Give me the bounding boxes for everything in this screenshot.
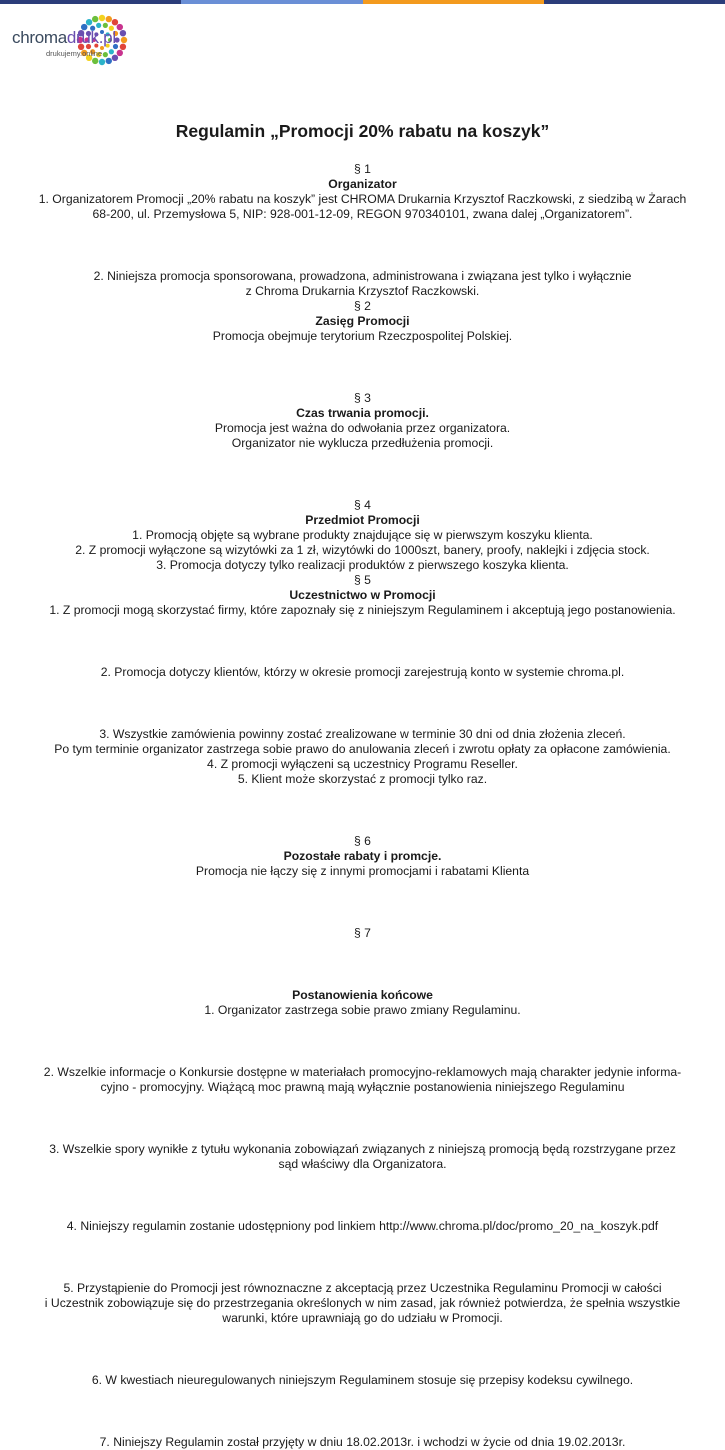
logo-dot [99,59,105,65]
text-line: § 1 [354,162,371,176]
text-line: 3. Promocja dotyczy tylko realizacji produktów z pierwszego koszyka klienta. [156,558,569,572]
text-line: 1. Z promocji mogą skorzystać firmy, które zapoznały się z niniejszym Regulaminem i akceptują jego postanowienia. [49,603,676,617]
text-line: § 2 [354,299,371,313]
text-line: Promocja obejmuje terytorium Rzeczpospolitej Polskiej. [212,329,513,343]
section-heading: Organizator [328,177,397,191]
bar-segment-light [181,0,362,4]
logo-wordmark [12,28,116,48]
text-line: 2. Wszelkie informacje o Konkursie dostępne w materiałach promocyjno-reklamowych mają charakter jedynie informa- [43,1065,682,1079]
text-line: Promocja jest ważna do odwołania przez organizatora. [214,421,511,435]
text-line: sąd właściwy dla Organizatora. [278,1157,447,1171]
text-line: i Uczestnik zobowiązuje się do przestrzegania określonych w nim zasad, jak również potwierdza, że spełnia wszystkie [44,1296,681,1310]
text-line: § 7 [354,926,371,940]
text-line: 7. Niniejszy Regulamin został przyjęty w dniu 18.02.2013r. i wchodzi w życie od dnia 19.02.2013r. [99,1435,626,1449]
text-line: 2. Niniejsza promocja sponsorowana, prowadzona, administrowana i związana jest tylko i wyłącznie [93,269,632,283]
logo-dot [103,52,108,57]
section-heading: Uczestnictwo w Promocji [289,588,436,602]
text-line: § 4 [354,498,371,512]
text-line: 5. Przystąpienie do Promocji jest równoznaczne z akceptacją przez Uczestnika Regulaminu Promocji w całości [63,1281,662,1295]
text-line: 1. Organizator zastrzega sobie prawo zmiany Regulaminu. [204,1003,521,1017]
blank-line [0,1250,725,1265]
text-line: 5. Klient może skorzystać z promocji tylko raz. [237,772,488,786]
blank-line [0,360,725,375]
text-line: Promocja nie łączy się z innymi promocjami i rabatami Klienta [195,864,530,878]
text-line: § 3 [354,391,371,405]
section-heading: Przedmiot Promocji [305,513,420,527]
text-line: 1. Promocją objęte są wybrane produkty znajdujące się w pierwszym koszyku klienta. [132,528,593,542]
document-lines [0,162,725,1450]
logo-name-part1: chroma [12,28,67,47]
text-line: 3. Wszystkie zamówienia powinny zostać zrealizowane w terminie 30 dni od dnia złożenia zleceń. [99,727,626,741]
logo-dot [92,58,98,64]
logo-dot [120,44,126,50]
text-line: 2. Promocja dotyczy klientów, którzy w okresie promocji zarejestrują konto w systemie chroma.pl. [100,665,625,679]
logo-dot [112,19,118,25]
logo-dot [112,55,118,61]
blank-line [0,1111,725,1126]
text-line: 4. Z promocji wyłączeni są uczestnicy Programu Reseller. [207,757,518,771]
logo-dot [106,16,112,22]
logo-dot [120,30,126,36]
logo-dot [109,49,114,54]
bar-segment-orange [363,0,544,4]
section-heading: Postanowienia końcowe [292,988,433,1002]
text-line: Po tym terminie organizator zastrzega sobie prawo do anulowania zleceń i zwrotu opłaty za opłacone zamówienia. [54,742,671,756]
logo-dot [99,15,105,21]
blank-line [0,957,725,972]
blank-line [0,1034,725,1049]
logo-dot [106,58,112,64]
logo-dot [86,19,92,25]
text-line: warunki, które uprawniają go do udziału w Promocji. [222,1311,503,1325]
blank-line [0,696,725,711]
logo-dot [92,16,98,22]
text-line: Organizator nie wyklucza przedłużenia promocji. [231,436,494,450]
blank-line [0,803,725,818]
blank-line [0,1342,725,1357]
text-line: 4. Niniejszy regulamin zostanie udostępniony pod linkiem http://www.chroma.pl/doc/promo_20_na_koszyk.pdf [66,1219,659,1233]
blank-line [0,238,725,253]
section-heading: Pozostałe rabaty i promcje. [283,849,442,863]
text-line: 3. Wszelkie spory wynikłe z tytułu wykonania zobowiązań związanych z niniejszą promocją będą rozstrzygane przez [49,1142,676,1156]
logo-dot [117,24,123,30]
text-line: 68-200, ul. Przemysłowa 5, NIP: 928-001-12-09, REGON 970340101, zwana dalej „Organizatorem”. [92,207,633,221]
logo-dot [117,50,123,56]
text-line: § 6 [354,834,371,848]
blank-line [0,467,725,482]
section-heading: Czas trwania promocji. [296,406,429,420]
text-line: cyjno - promocyjny. Wiążącą moc prawną mają wyłącznie postanowienia niniejszego Regulaminu [100,1080,625,1094]
blank-line [0,895,725,910]
document-title: Regulamin „Promocji 20% rabatu na koszyk” [175,121,550,141]
blank-line [0,1188,725,1203]
bar-segment-blue-2 [544,0,725,4]
text-line: § 5 [354,573,371,587]
text-line: 2. Z promocji wyłączone są wizytówki za 1 zł, wizytówki do 1000szt, banery, proofy, naklejki i zdjęcia stock. [75,543,650,557]
logo-name-part2: druk.pl [66,28,116,47]
blank-line [0,634,725,649]
bar-segment-blue [0,0,181,4]
section-heading: Zasięg Promocji [315,314,410,328]
logo [12,14,130,66]
blank-line [0,1404,725,1419]
logo-tagline: drukujemy.online [46,49,103,58]
text-line: 6. W kwestiach nieuregulowanych niniejszym Regulaminem stosuje się przepisy kodeksu cywilnego. [91,1373,634,1387]
text-line: z Chroma Drukarnia Krzysztof Raczkowski. [245,284,480,298]
logo-dot [121,37,127,43]
document-body [0,120,725,1450]
text-line: 1. Organizatorem Promocji „20% rabatu na koszyk” jest CHROMA Drukarnia Krzysztof Raczkowski, z siedzibą w Żarach [38,192,687,206]
top-color-bar [0,0,725,4]
